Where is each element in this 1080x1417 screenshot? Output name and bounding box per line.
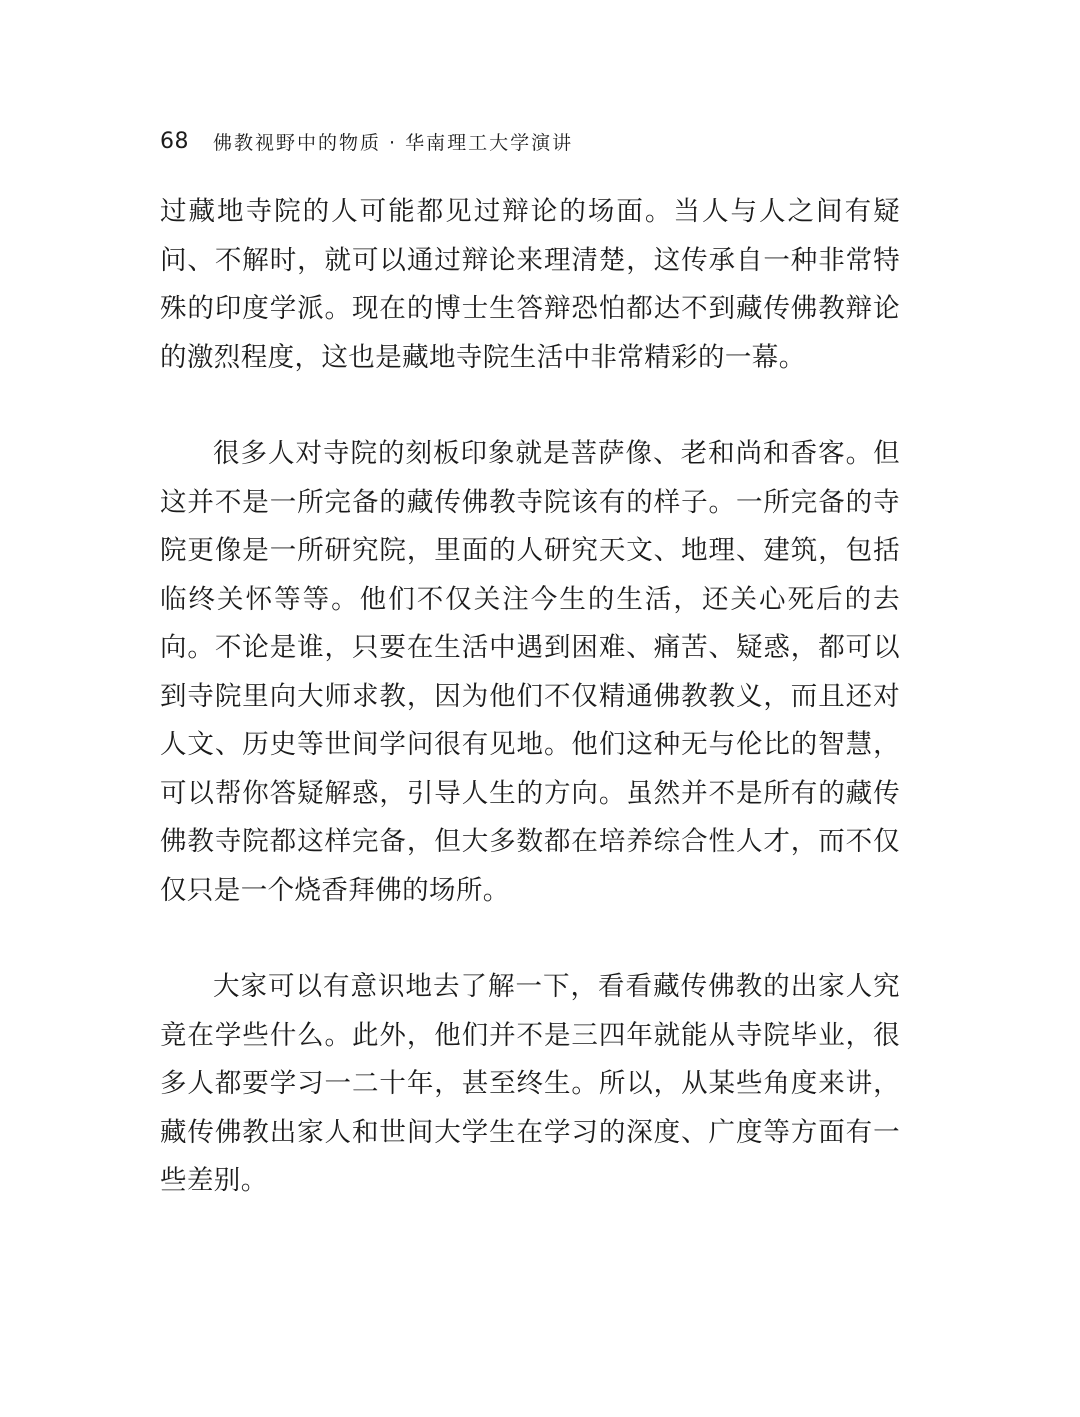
running-header [160,124,573,158]
page-number: 68 [160,128,189,154]
paragraph-continued: 过藏地寺院的人可能都见过辩论的场面。当人与人之间有疑问、不解时，就可以通过辩论来理清楚，这传承自一种非常特殊的印度学派。现在的博士生答辩恐怕都达不到藏传佛教辩论的激烈程度，这也是藏地寺院生活中非常精彩的一幕。 [160,196,900,373]
book-title: 佛教视野中的物质 · 华南理工大学演讲 [213,131,574,154]
paragraph: 大家可以有意识地去了解一下，看看藏传佛教的出家人究竟在学些什么。此外，他们并不是三四年就能从寺院毕业，很多人都要学习一二十年，甚至终生。所以，从某些角度来讲，藏传佛教出家人和世间大学生在学习的深度、广度等方面有一些差别。 [160,971,900,1196]
body-text [160,188,900,1206]
paragraph: 很多人对寺院的刻板印象就是菩萨像、老和尚和香客。但这并不是一所完备的藏传佛教寺院该有的样子。一所完备的寺院更像是一所研究院，里面的人研究天文、地理、建筑，包括临终关怀等等。他们不仅关注今生的生活，还关心死后的去向。不论是谁，只要在生活中遇到困难、痛苦、疑惑，都可以到寺院里向大师求教，因为他们不仅精通佛教教义，而且还对人文、历史等世间学问很有见地。他们这种无与伦比的智慧，可以帮你答疑解惑，引导人生的方向。虽然并不是所有的藏传佛教寺院都这样完备，但大多数都在培养综合性人才，而不仅仅只是一个烧香拜佛的场所。 [160,438,900,906]
